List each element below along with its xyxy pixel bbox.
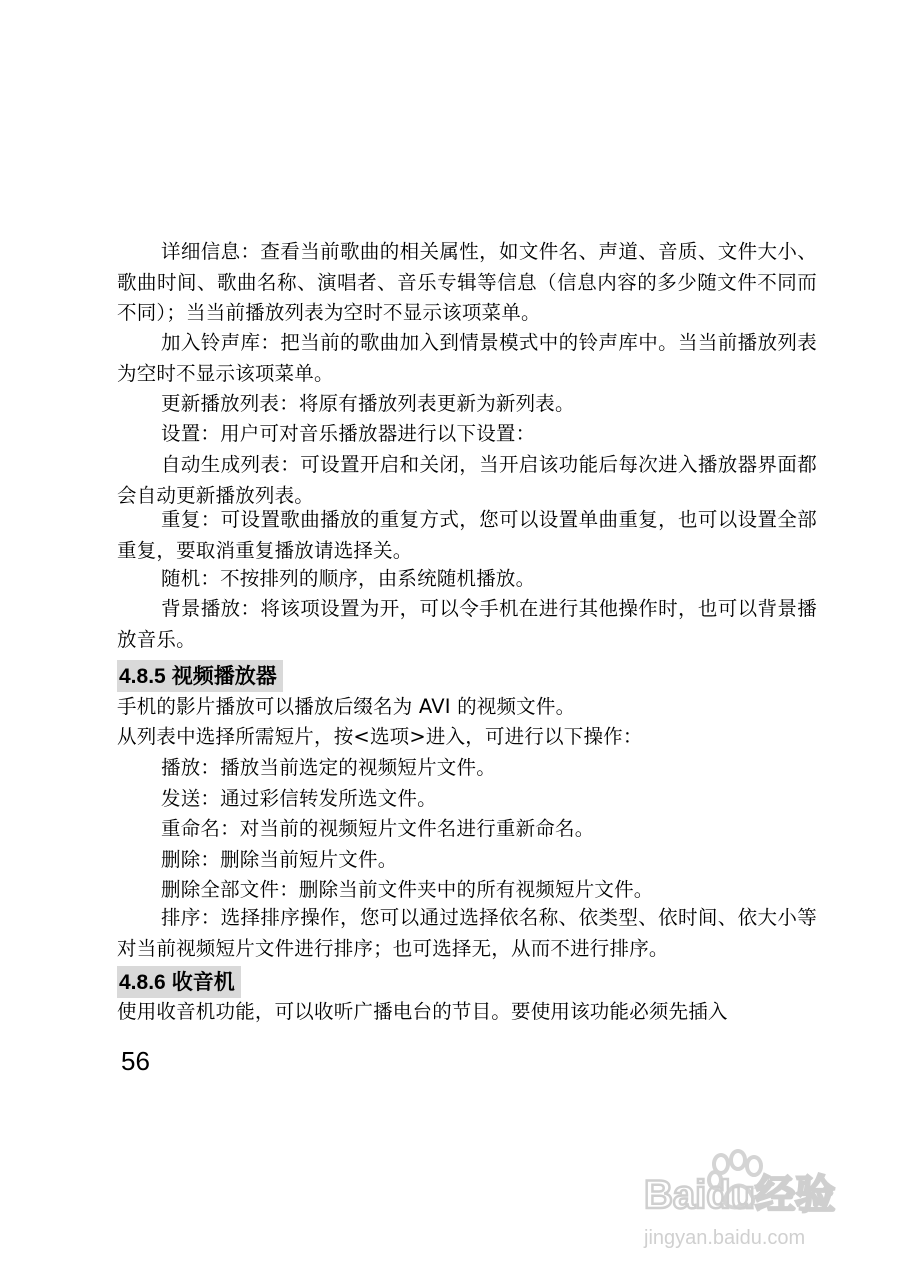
section-title: 视频播放器 <box>171 664 277 688</box>
section-number: 4.8.5 <box>119 665 166 688</box>
paragraph-radio-intro: 使用收音机功能，可以收听广播电台的节目。要使用该功能必须先插入 <box>117 1000 728 1023</box>
paragraph-video-sort: 排序：选择排序操作，您可以通过选择依名称、依类型、依时间、依大小等对当前视频短片文件进行排序；也可选择无，从而不进行排序。 <box>117 906 817 960</box>
paragraph-background-play: 背景播放：将该项设置为开，可以令手机在进行其他操作时，也可以背景播放音乐。 <box>117 597 817 651</box>
baidu-watermark <box>640 1148 870 1258</box>
section-number: 4.8.6 <box>119 971 166 994</box>
section-title: 收音机 <box>171 970 235 994</box>
paragraph-video-delete: 删除：删除当前短片文件。 <box>161 848 398 871</box>
watermark-brand: Baidu经验 <box>644 1173 836 1217</box>
paragraph-video-send: 发送：通过彩信转发所选文件。 <box>161 787 437 810</box>
watermark-url: jingyan.baidu.com <box>644 1227 806 1249</box>
section-heading-radio <box>117 966 241 998</box>
paragraph-repeat: 重复：可设置歌曲播放的重复方式，您可以设置单曲重复，也可以设置全部重复，要取消重复播放请选择关。 <box>117 508 817 562</box>
paragraph-details-info: 详细信息：查看当前歌曲的相关属性，如文件名、声道、音质、文件大小、歌曲时间、歌曲名称、演唱者、音乐专辑等信息（信息内容的多少随文件不同而不同）；当当前播放列表为空时不显示该项菜单。 <box>117 240 817 324</box>
paragraph-update-playlist: 更新播放列表：将原有播放列表更新为新列表。 <box>161 392 575 415</box>
section-heading-video-player <box>117 660 283 692</box>
paragraph-shuffle: 随机：不按排列的顺序，由系统随机播放。 <box>161 567 536 590</box>
paragraph-add-ringtone: 加入铃声库：把当前的歌曲加入到情景模式中的铃声库中。当当前播放列表为空时不显示该项菜单。 <box>117 331 817 385</box>
paragraph-video-delete-all: 删除全部文件：删除当前文件夹中的所有视频短片文件。 <box>161 878 654 901</box>
paragraph-video-play: 播放：播放当前选定的视频短片文件。 <box>161 756 496 779</box>
baidu-paw-icon <box>640 1148 870 1258</box>
paragraph-settings: 设置：用户可对音乐播放器进行以下设置： <box>161 422 536 445</box>
paragraph-auto-generate-list: 自动生成列表：可设置开启和关闭，当开启该功能后每次进入播放器界面都会自动更新播放列表。 <box>117 453 817 507</box>
paragraph-video-options: 从列表中选择所需短片，按<选项>进入，可进行以下操作： <box>117 725 643 748</box>
page-number: 56 <box>121 1046 150 1076</box>
paragraph-video-rename: 重命名：对当前的视频短片文件名进行重新命名。 <box>161 817 595 840</box>
paragraph-video-intro: 手机的影片播放可以播放后缀名为 AVI 的视频文件。 <box>117 695 576 718</box>
